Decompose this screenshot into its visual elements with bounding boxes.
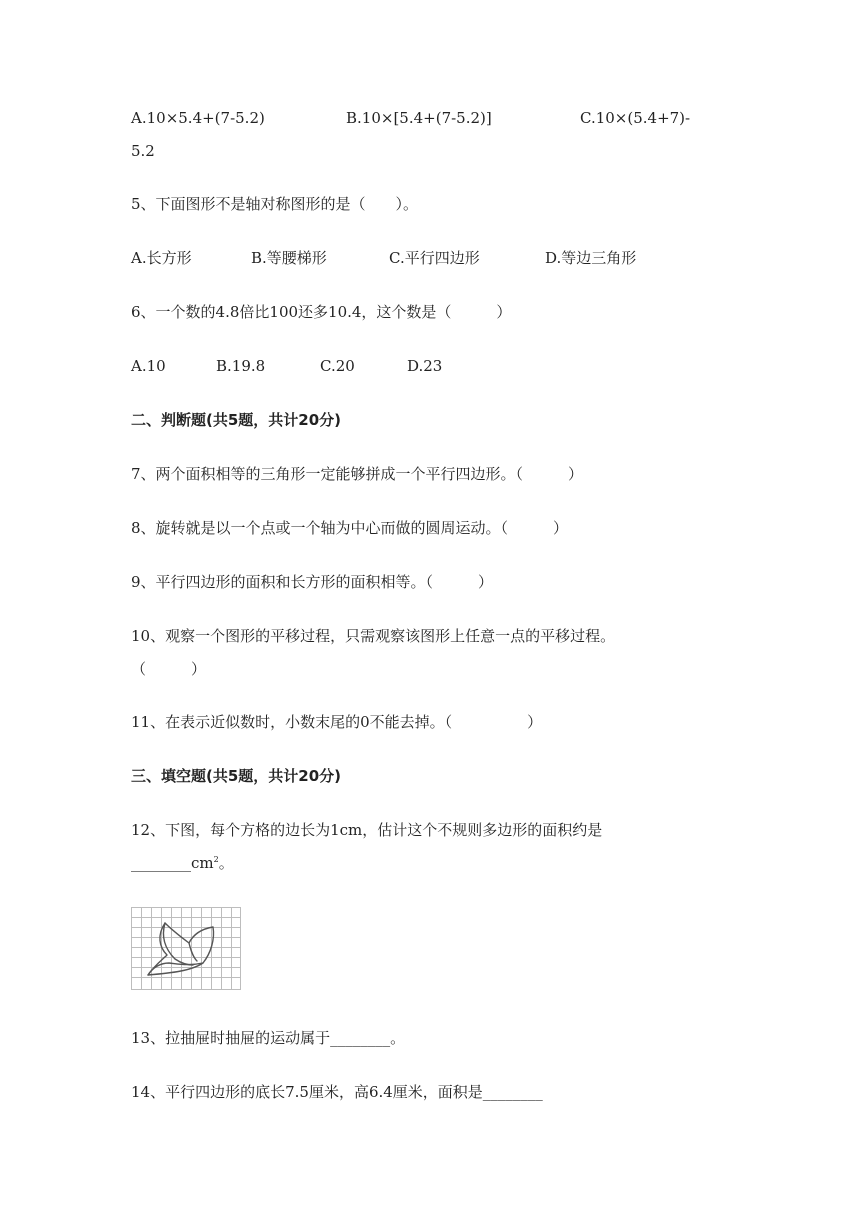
q4-option-c-continued: 5.2: [131, 142, 155, 160]
period: 。: [218, 854, 234, 872]
question-7-text: 7、两个面积相等的三角形一定能够拼成一个平行四边形。（ ）: [131, 465, 584, 483]
answer-blank[interactable]: ________: [131, 854, 191, 872]
q5-option-b: B.等腰梯形: [251, 249, 327, 267]
question-9-text: 9、平行四边形的面积和长方形的面积相等。（ ）: [131, 573, 494, 591]
q6-option-c: C.20: [320, 357, 355, 375]
question-10-text: 10、观察一个图形的平移过程，只需观察该图形上任意一点的平移过程。: [131, 627, 616, 645]
question-6-text: 6、一个数的4.8倍比100还多10.4，这个数是（ ）: [131, 303, 512, 321]
question-12-answer-line: [131, 853, 234, 873]
q5-option-c: C.平行四边形: [389, 249, 480, 267]
section-3-heading: 三、填空题(共5题，共计20分): [131, 767, 342, 785]
section-2-heading: 二、判断题(共5题，共计20分): [131, 411, 342, 429]
q4-option-b: B.10×[5.4+(7-5.2)]: [346, 109, 492, 127]
q6-option-a: A.10: [131, 357, 166, 375]
q5-option-d: D.等边三角形: [545, 249, 637, 267]
question-12-text: 12、下图，每个方格的边长为1cm，估计这个不规则多边形的面积约是: [131, 821, 603, 839]
q6-option-d: D.23: [407, 357, 443, 375]
question-8-text: 8、旋转就是以一个点或一个轴为中心而做的圆周运动。（ ）: [131, 519, 569, 537]
question-10-brackets: （ ）: [131, 660, 207, 678]
question-5-text: 5、下面图形不是轴对称图形的是（ ）。: [131, 195, 419, 213]
q5-option-a: A.长方形: [131, 249, 192, 267]
grid-leaf-figure: [131, 907, 241, 990]
unit-exponent: 2: [213, 855, 219, 864]
question-14-text: 14、平行四边形的底长7.5厘米，高6.4厘米，面积是________: [131, 1083, 543, 1101]
q4-option-c: C.10×(5.4+7)-: [580, 109, 691, 127]
question-11-text: 11、在表示近似数时，小数末尾的0不能去掉。（ ）: [131, 713, 543, 731]
q4-option-a: A.10×5.4+(7-5.2): [131, 109, 265, 127]
question-13-text: 13、拉抽屉时抽屉的运动属于________。: [131, 1029, 406, 1047]
q6-option-b: B.19.8: [216, 357, 266, 375]
unit-text: cm: [191, 854, 214, 872]
